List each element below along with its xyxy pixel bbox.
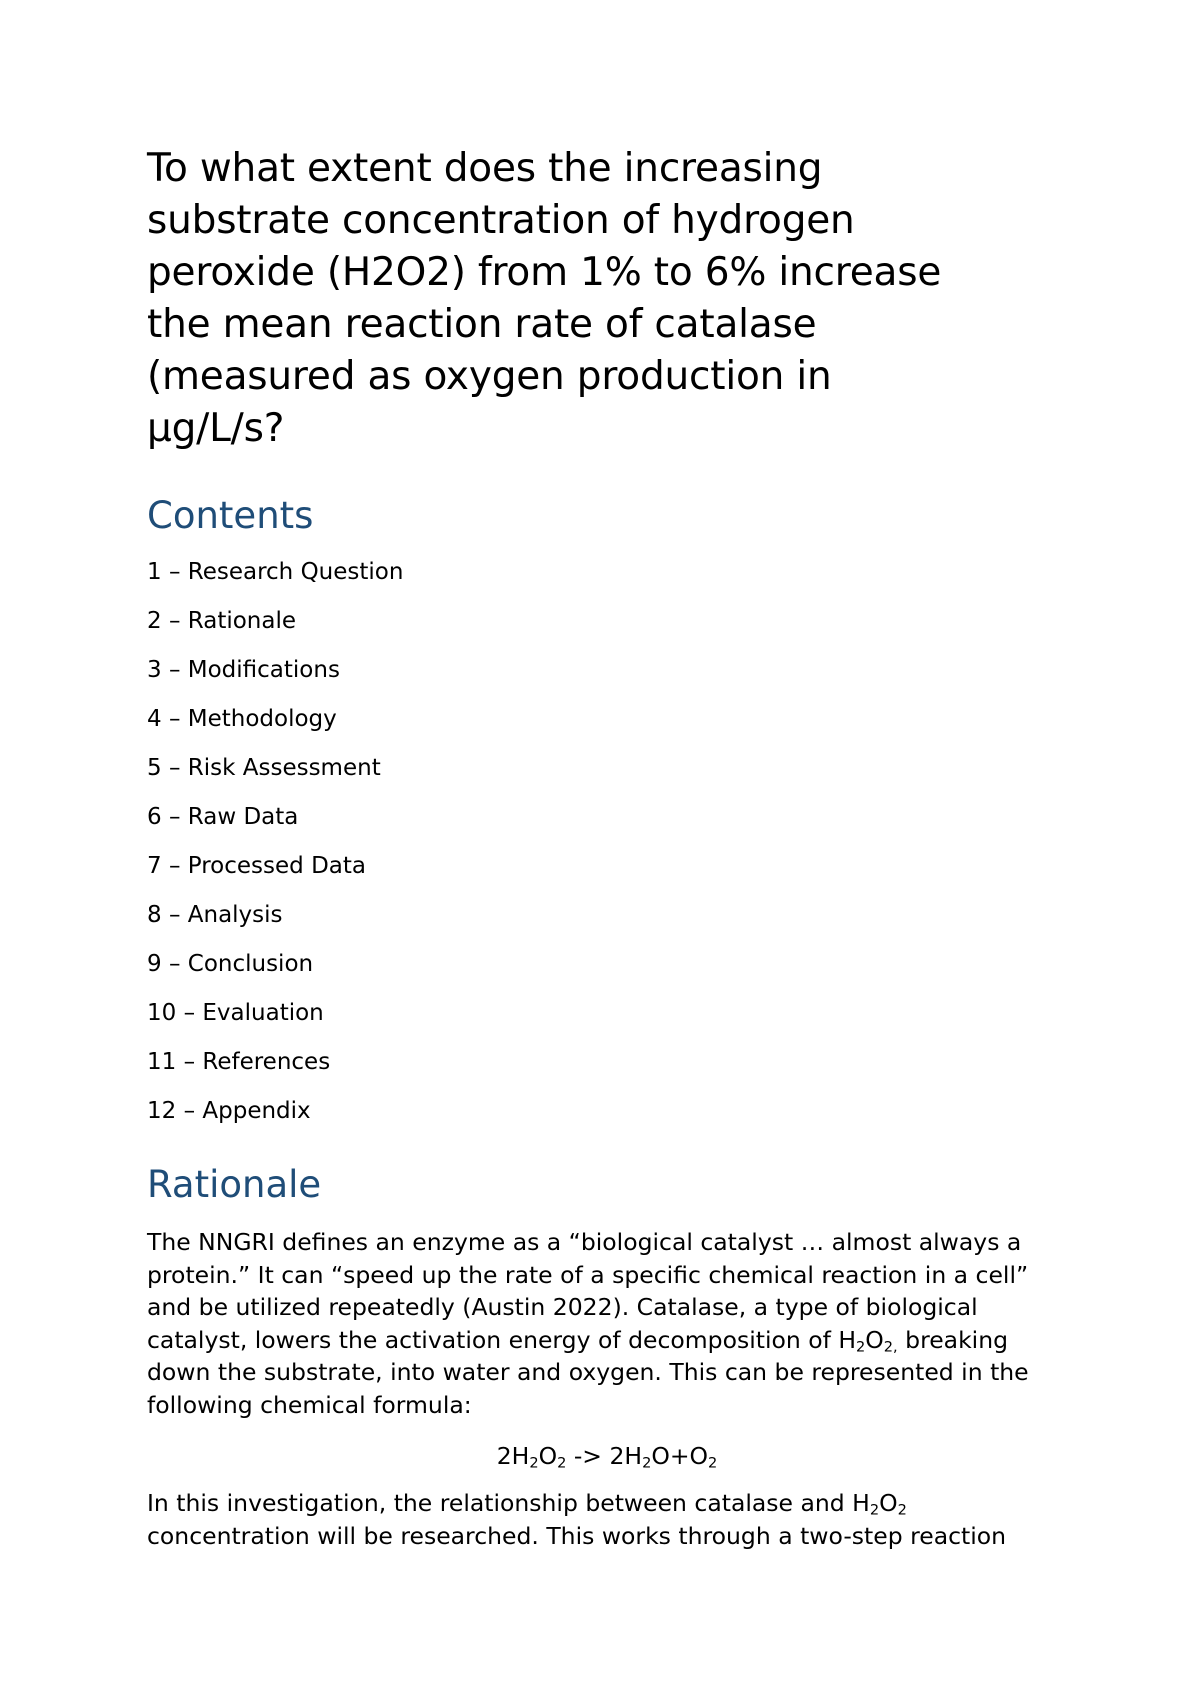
toc-item: 12 – Appendix [147, 1098, 311, 1124]
toc-item: 5 – Risk Assessment [147, 755, 381, 781]
paragraph-line: concentration will be researched. This works through a two-step reaction [147, 1521, 1007, 1550]
title-line: peroxide (H2O2) from 1% to 6% increase [147, 250, 942, 295]
toc-item: 4 – Methodology [147, 706, 337, 732]
rationale-paragraph-2 [147, 1487, 1087, 1552]
rationale-heading: Rationale [147, 1163, 322, 1206]
toc-item: 6 – Raw Data [147, 804, 299, 830]
paragraph-line: The NNGRI defines an enzyme as a “biological catalyst … almost always a [147, 1228, 1022, 1256]
title-line: µg/L/s? [147, 406, 285, 451]
paragraph-line: down the substrate, into water and oxygen. This can be represented in the [147, 1358, 1029, 1386]
toc-item: 9 – Conclusion [147, 951, 314, 977]
toc-item: 8 – Analysis [147, 902, 283, 928]
paragraph-line: protein.” It can “speed up the rate of a specific chemical reaction in a cell” [147, 1260, 1029, 1289]
toc-item: 1 – Research Question [147, 559, 404, 585]
title-line: To what extent does the increasing [147, 146, 823, 191]
toc-item: 11 – References [147, 1049, 331, 1075]
toc-item: 3 – Modifications [147, 657, 340, 683]
title-line: the mean reaction rate of catalase [147, 302, 817, 347]
table-of-contents [147, 548, 403, 1136]
title-line: substrate concentration of hydrogen [147, 198, 855, 243]
toc-item: 7 – Processed Data [147, 853, 366, 879]
paragraph-line: catalyst, lowers the activation energy of decomposition of $H_2O_{2,}$ breaking [147, 1325, 1009, 1356]
paragraph-line: following chemical formula: [147, 1390, 472, 1419]
chemical-equation: $2H_2O_2 -> 2H_2O+O_2$ [496, 1442, 718, 1472]
title-line: (measured as oxygen production in [147, 354, 832, 399]
rationale-paragraph-1 [147, 1226, 1087, 1421]
paragraph-line: In this investigation, the relationship between catalase and $H_2O_2$ [147, 1489, 907, 1519]
research-question-title [147, 143, 1077, 455]
paragraph-line: and be utilized repeatedly (Austin 2022). Catalase, a type of biological [147, 1293, 978, 1321]
contents-heading: Contents [147, 494, 314, 537]
toc-item: 2 – Rationale [147, 608, 297, 634]
toc-item: 10 – Evaluation [147, 1000, 324, 1026]
